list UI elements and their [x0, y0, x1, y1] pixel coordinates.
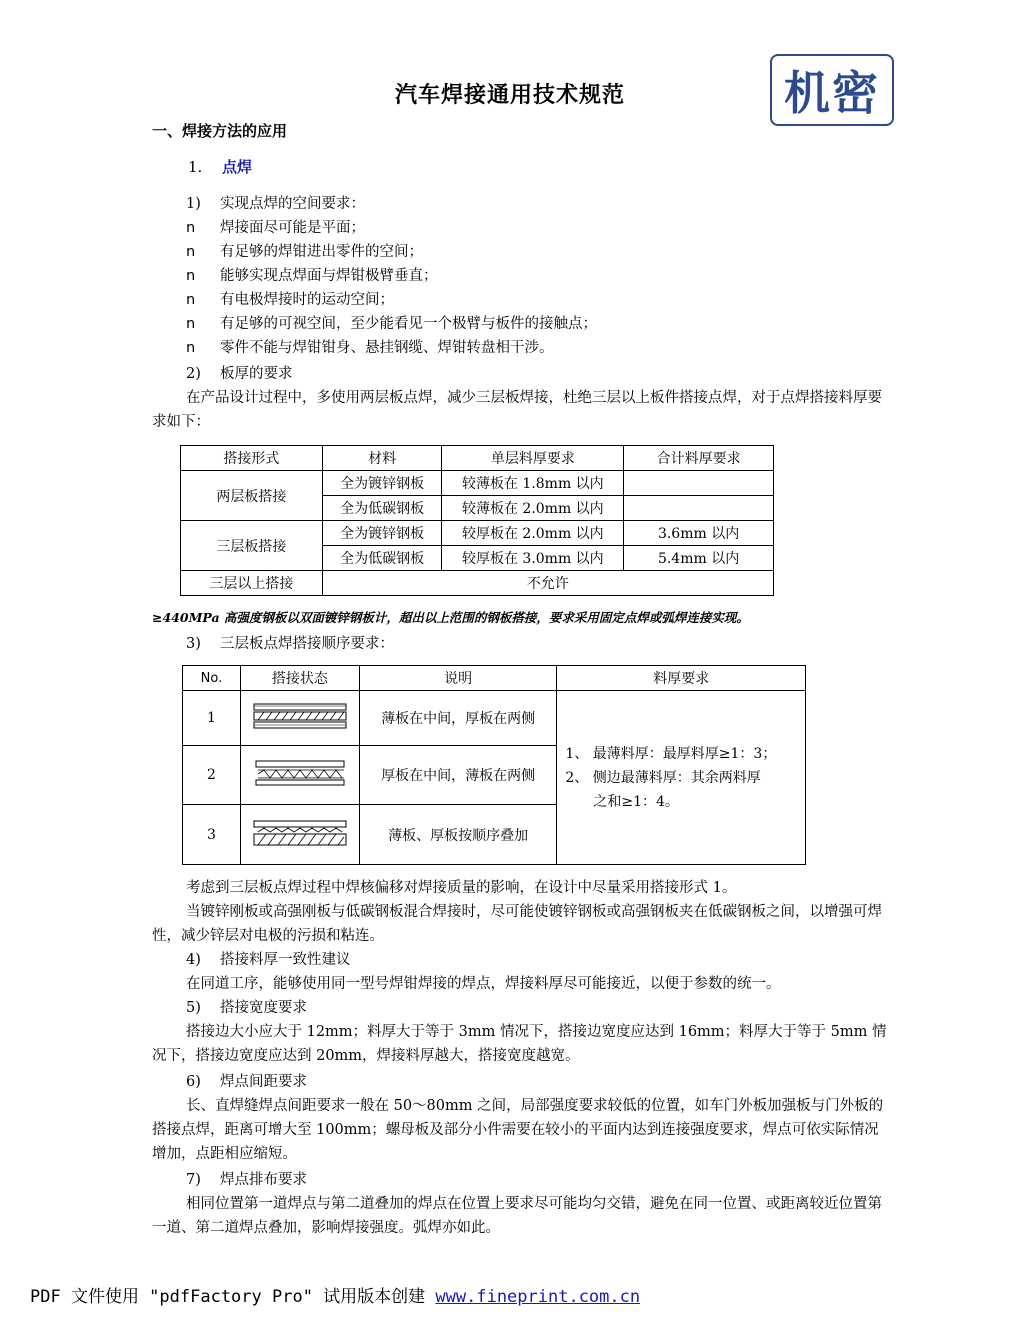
paragraph: 搭接边大小应大于 12mm；料厚大于等于 3mm 情况下，搭接边宽度应达到 16mm；料厚大于等于 5mm 情况下，搭接边宽度应达到 20mm，焊接料厚越大，搭接宽度越宽。	[152, 1024, 887, 1064]
table-cell: 三层板搭接	[181, 521, 323, 571]
footer-link[interactable]: www.fineprint.com.cn	[435, 1287, 641, 1307]
table-cell: 较厚板在 3.0mm 以内	[442, 546, 624, 571]
table-cell: 3	[183, 805, 241, 865]
list-item: 3) 三层板点焊搭接顺序要求：	[186, 636, 394, 652]
subsection-title: 点焊	[222, 158, 253, 176]
table-header: 搭接状态	[240, 666, 359, 691]
list-item: 7) 焊点排布要求	[186, 1172, 307, 1188]
stack-diagram-3	[240, 805, 359, 865]
table-header: No.	[183, 666, 241, 691]
paragraph: 在同道工序，能够使用同一型号焊钳焊接的焊点，焊接料厚尽可能接近，以便于参数的统一。	[186, 976, 781, 992]
list-item: 2) 板厚的要求	[186, 366, 293, 382]
table-cell: 2	[183, 746, 241, 805]
table-cell	[624, 471, 774, 496]
table-cell: 全为镀锌钢板	[322, 521, 442, 546]
confidential-stamp	[770, 54, 894, 126]
table-header: 合计料厚要求	[624, 446, 774, 471]
bullet-item: n 焊接面尽可能是平面；	[186, 220, 365, 236]
table-header: 单层料厚要求	[442, 446, 624, 471]
table-header: 料厚要求	[557, 666, 806, 691]
bullet-item: n 能够实现点焊面与焊钳极臂垂直；	[186, 268, 438, 284]
list-item: 1) 实现点焊的空间要求：	[186, 196, 365, 212]
paragraph: 考虑到三层板点焊过程中焊核偏移对焊接质量的影响，在设计中尽量采用搭接形式 1。	[186, 880, 737, 896]
table-cell: 两层板搭接	[181, 471, 323, 521]
table-cell: 三层以上搭接	[181, 571, 323, 596]
stack-diagram-icon	[250, 701, 350, 731]
document-title: 汽车焊接通用技术规范	[394, 83, 625, 108]
note-text: ≥440MPa 高强度钢板以双面镀锌钢板计，超出以上范围的钢板搭接，要求采用固定点焊或弧焊连接实现。	[152, 610, 749, 625]
table-cell: 较薄板在 2.0mm 以内	[442, 496, 624, 521]
table-cell: 较薄板在 1.8mm 以内	[442, 471, 624, 496]
table-header: 搭接形式	[181, 446, 323, 471]
table-cell	[624, 496, 774, 521]
stack-diagram-2	[240, 746, 359, 805]
paragraph: 当镀锌刚板或高强刚板与低碳钢板混合焊接时，尽可能使镀锌钢板或高强钢板夹在低碳钢板之间，以增强可焊性，减少锌层对电极的污损和粘连。	[152, 904, 882, 944]
list-item: 6) 焊点间距要求	[186, 1074, 307, 1090]
table-cell: 全为低碳钢板	[322, 496, 442, 521]
paragraph: 相同位置第一道焊点与第二道叠加的焊点在位置上要求尽可能均匀交错，避免在同一位置、或距离较近位置第一道、第二道焊点叠加，影响焊接强度。弧焊亦如此。	[152, 1196, 882, 1236]
section-heading: 一、焊接方法的应用	[152, 122, 288, 140]
table-cell: 厚板在中间，薄板在两侧	[359, 746, 557, 805]
table-cell: 不允许	[322, 571, 773, 596]
subsection-number: 1.	[188, 158, 203, 176]
list-item: 4) 搭接料厚一致性建议	[186, 952, 351, 968]
table-cell: 1	[183, 691, 241, 746]
stamp-text: 机密	[784, 66, 880, 120]
table-cell: 薄板、厚板按顺序叠加	[359, 805, 557, 865]
table-cell: 较厚板在 2.0mm 以内	[442, 521, 624, 546]
pdf-footer	[30, 1282, 640, 1307]
stack-diagram-1	[240, 691, 359, 746]
table-header: 材料	[322, 446, 442, 471]
bullet-item: n 零件不能与焊钳钳身、悬挂钢缆、焊钳转盘相干涉。	[186, 340, 554, 356]
list-item: 5) 搭接宽度要求	[186, 1000, 307, 1016]
thickness-table	[180, 445, 774, 596]
bullet-item: n 有足够的可视空间，至少能看见一个极臂与板件的接触点；	[186, 316, 597, 332]
paragraph: 长、直焊缝焊点间距要求一般在 50～80mm 之间，局部强度要求较低的位置，如车门外板加强板与门外板的搭接点焊，距离可增大至 100mm；螺母板及部分小件需要在较小的平面内达到连接强度要求，焊点可依实际情况增加，点距相应缩短。	[152, 1098, 884, 1162]
table-cell: 5.4mm 以内	[624, 546, 774, 571]
stack-diagram-icon	[250, 818, 350, 848]
subsection-heading	[188, 156, 252, 177]
paragraph: 在产品设计过程中，多使用两层板点焊，减少三层板焊接，杜绝三层以上板件搭接点焊，对于点焊搭接料厚要求如下：	[152, 390, 882, 430]
footer-text: PDF 文件使用 "pdfFactory Pro" 试用版本创建	[30, 1287, 436, 1307]
table-cell: 3.6mm 以内	[624, 521, 774, 546]
bullet-item: n 有电极焊接时的运动空间；	[186, 292, 394, 308]
bullet-item: n 有足够的焊钳进出零件的空间；	[186, 244, 423, 260]
thickness-requirement-cell: 1、 最薄料厚：最厚料厚≥1：3； 2、 侧边最薄料厚：其余两料厚 之和≥1：4。	[557, 691, 806, 865]
stack-diagram-icon	[250, 758, 350, 788]
table-header: 说明	[359, 666, 557, 691]
stack-order-table	[182, 665, 806, 865]
table-cell: 全为镀锌钢板	[322, 471, 442, 496]
table-cell: 薄板在中间，厚板在两侧	[359, 691, 557, 746]
table-cell: 全为低碳钢板	[322, 546, 442, 571]
